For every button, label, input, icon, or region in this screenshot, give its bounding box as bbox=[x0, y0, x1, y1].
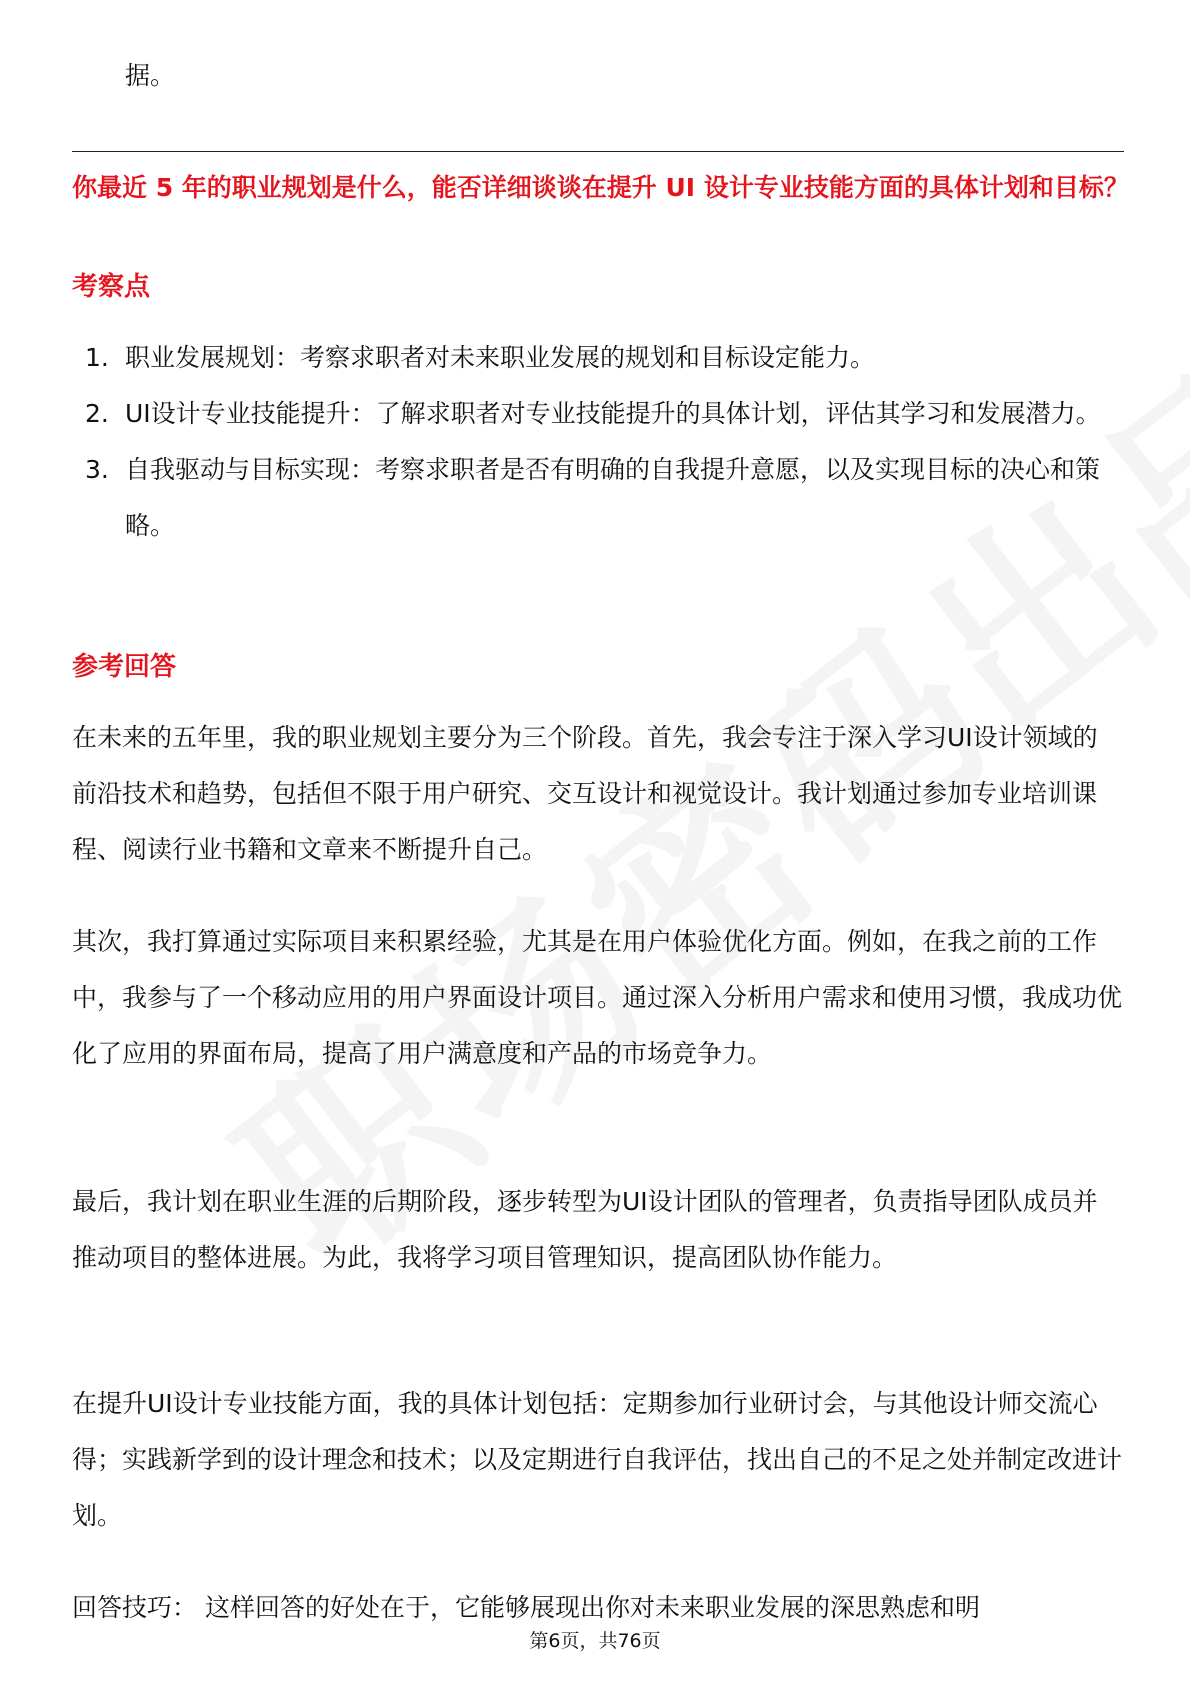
points-heading: 考察点 bbox=[72, 272, 151, 302]
list-number: 2. bbox=[85, 399, 109, 428]
answer-heading: 参考回答 bbox=[72, 652, 177, 682]
answer-paragraph: 最后，我计划在职业生涯的后期阶段，逐步转型为UI设计团队的管理者，负责指导团队成员并推动项目的整体进展。为此，我将学习项目管理知识，提高团队协作能力。 bbox=[72, 1187, 1098, 1272]
continuation-text: 据。 bbox=[125, 61, 176, 90]
list-item-text: 自我驱动与目标实现：考察求职者是否有明确的自我提升意愿，以及实现目标的决心和策略。 bbox=[125, 455, 1101, 540]
answer-paragraph: 其次，我打算通过实际项目来积累经验，尤其是在用户体验优化方面。例如，在我之前的工作中，我参与了一个移动应用的用户界面设计项目。通过深入分析用户需求和使用习惯，我成功优化了应用的界面布局，提高了用户满意度和产品的市场竞争力。 bbox=[72, 927, 1123, 1068]
list-item-text: 职业发展规划：考察求职者对未来职业发展的规划和目标设定能力。 bbox=[125, 343, 876, 372]
section-divider bbox=[72, 151, 1124, 152]
assessment-points-list bbox=[72, 330, 1132, 554]
answer-paragraph: 在未来的五年里，我的职业规划主要分为三个阶段。首先，我会专注于深入学习UI设计领域的前沿技术和趋势，包括但不限于用户研究、交互设计和视觉设计。我计划通过参加专业培训课程、阅读行业书籍和文章来不断提升自己。 bbox=[72, 723, 1098, 864]
list-number: 3. bbox=[85, 455, 109, 484]
list-item-text: UI设计专业技能提升：了解求职者对专业技能提升的具体计划，评估其学习和发展潜力。 bbox=[125, 399, 1101, 428]
answer-paragraph: 在提升UI设计专业技能方面，我的具体计划包括：定期参加行业研讨会，与其他设计师交流心得；实践新学到的设计理念和技术；以及定期进行自我评估，找出自己的不足之处并制定改进计划。 bbox=[72, 1389, 1123, 1530]
answer-tip-paragraph: 回答技巧： 这样回答的好处在于，它能够展现出你对未来职业发展的深思熟虑和明 bbox=[72, 1593, 980, 1622]
list-item bbox=[72, 442, 1132, 554]
list-item bbox=[72, 330, 1132, 386]
list-item bbox=[72, 386, 1132, 442]
page-number: 第6页，共76页 bbox=[529, 1630, 661, 1652]
list-number: 1. bbox=[85, 343, 109, 372]
interview-question: 你最近 5 年的职业规划是什么，能否详细谈谈在提升 UI 设计专业技能方面的具体计划和目标？ bbox=[72, 173, 1129, 202]
